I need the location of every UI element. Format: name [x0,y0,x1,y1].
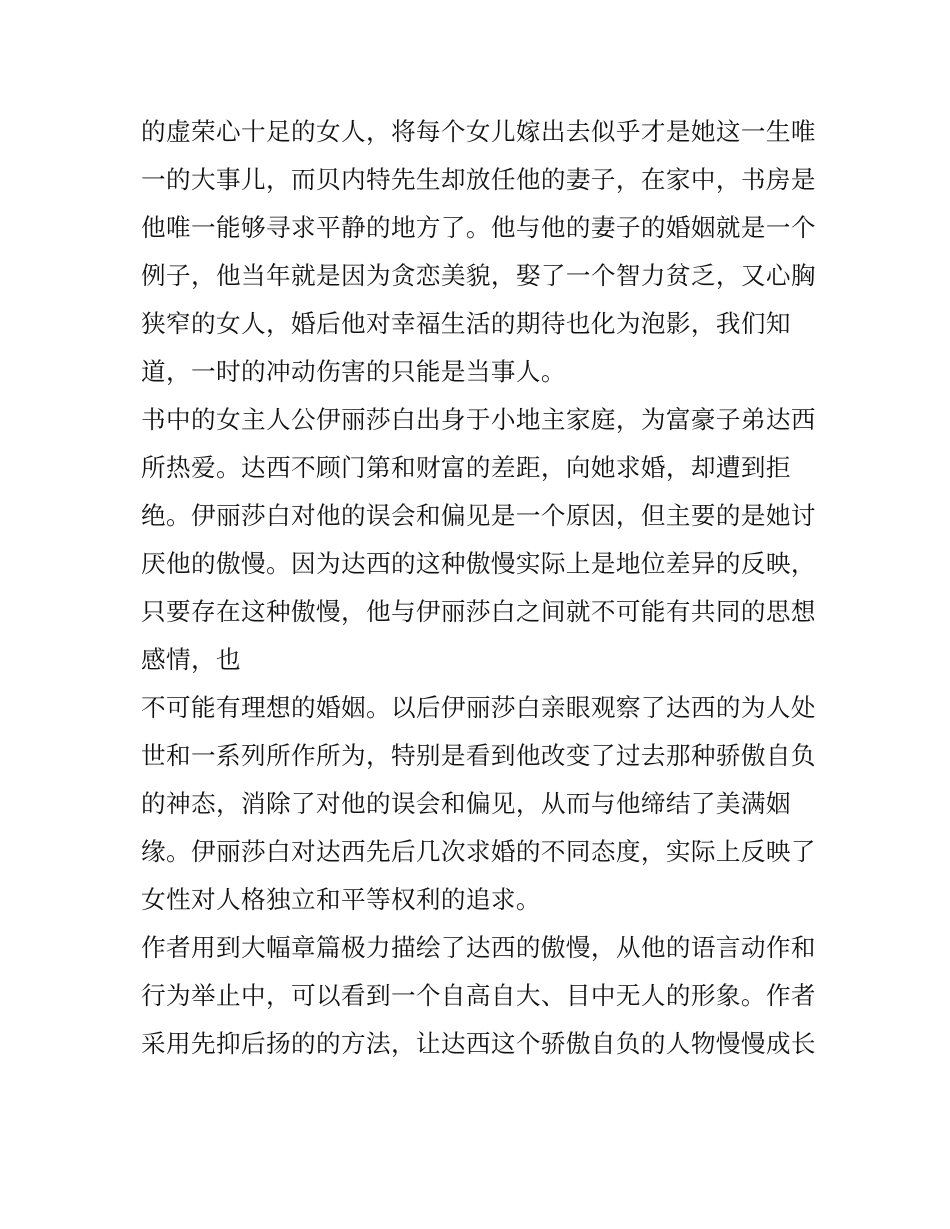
text-line: 狭窄的女人，婚后他对幸福生活的期待也化为泡影，我们知 [141,309,791,338]
text-line: 的神态，消除了对他的误会和偏见，从而与他缔结了美满姻 [141,789,791,818]
text-line: 感情，也 [141,645,241,674]
text-line: 女性对人格独立和平等权利的追求。 [141,885,541,914]
text-line: 一的大事儿，而贝内特先生却放任他的妻子，在家中，书房是 [141,165,816,194]
text-line: 绝。伊丽莎白对他的误会和偏见是一个原因，但主要的是她讨 [141,501,816,530]
text-line: 行为举止中，可以看到一个自高自大、目中无人的形象。作者 [141,981,816,1010]
body-text [141,108,821,1068]
text-line: 只要存在这种傲慢，他与伊丽莎白之间就不可能有共同的思想 [141,597,816,626]
text-line: 道，一时的冲动伤害的只能是当事人。 [141,357,566,386]
text-line: 作者用到大幅章篇极力描绘了达西的傲慢，从他的语言动作和 [141,933,816,962]
text-line: 世和一系列所作所为，特别是看到他改变了过去那种骄傲自负 [141,741,816,770]
text-line: 采用先抑后扬的的方法，让达西这个骄傲自负的人物慢慢成长 [141,1029,816,1058]
text-line: 的虚荣心十足的女人，将每个女儿嫁出去似乎才是她这一生唯 [141,117,816,146]
text-line: 他唯一能够寻求平静的地方了。他与他的妻子的婚姻就是一个 [141,213,816,242]
text-line: 所热爱。达西不顾门第和财富的差距，向她求婚，却遭到拒 [141,453,791,482]
text-line: 书中的女主人公伊丽莎白出身于小地主家庭，为富豪子弟达西 [141,405,816,434]
text-line: 厌他的傲慢。因为达西的这种傲慢实际上是地位差异的反映， [141,549,816,578]
text-line: 缘。伊丽莎白对达西先后几次求婚的不同态度，实际上反映了 [141,837,816,866]
text-line: 例子，他当年就是因为贪恋美貌，娶了一个智力贫乏，又心胸 [141,261,816,290]
text-line: 不可能有理想的婚姻。以后伊丽莎白亲眼观察了达西的为人处 [141,693,816,722]
